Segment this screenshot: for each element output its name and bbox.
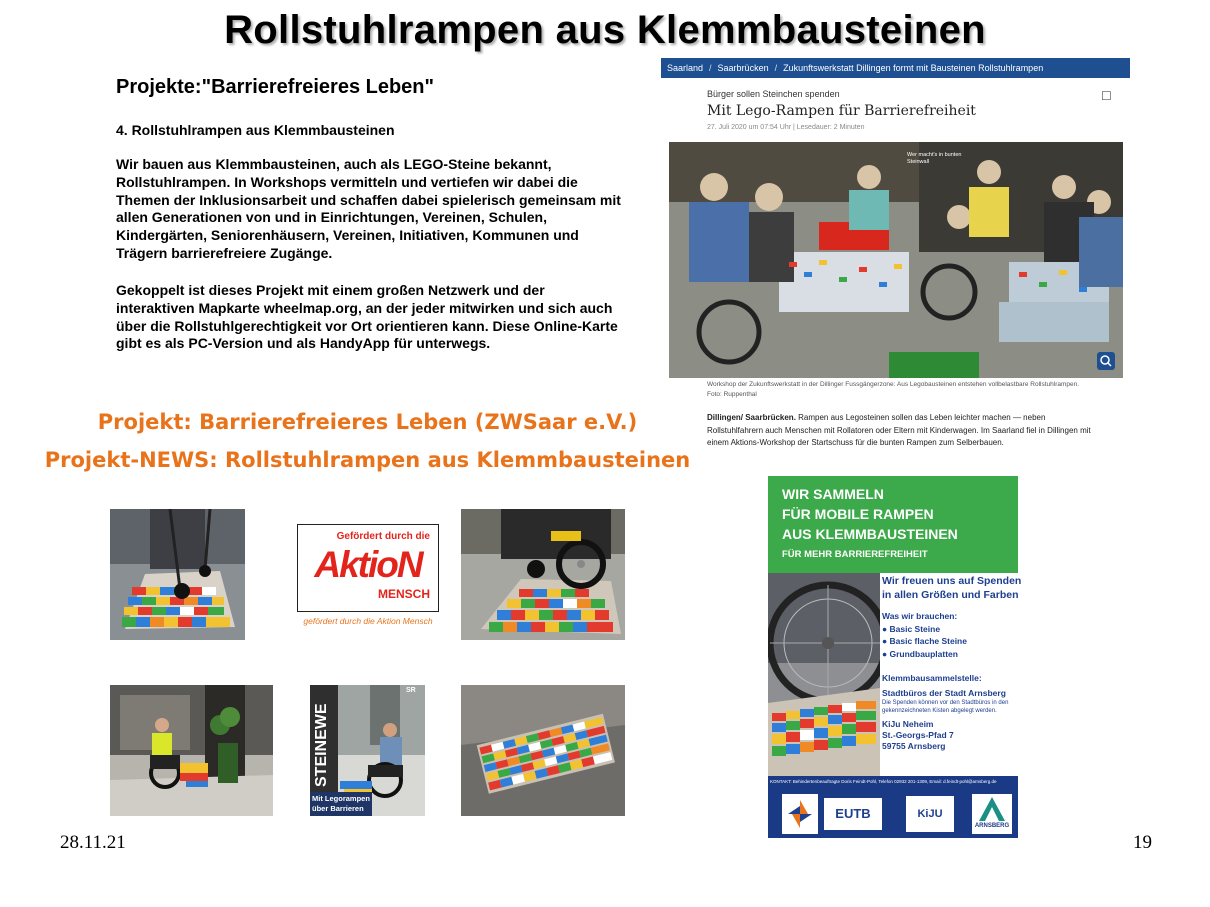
flyer-header (768, 476, 1018, 573)
photo-rollator-ramp (110, 509, 245, 640)
partner-logo-arnsberg (972, 794, 1012, 834)
aktion-caption: gefördert durch die Aktion Mensch (303, 616, 433, 626)
flyer-line-4: FÜR MEHR BARRIEREFREIHEIT (782, 549, 928, 560)
slide-title: Rollstuhlrampen aus Klemmbausteinen (224, 8, 986, 52)
flyer-line-3: AUS KLEMMBAUSTEINEN (782, 526, 958, 542)
footer-date: 28.11.21 (60, 832, 126, 853)
sign-text: STEINEWE (313, 703, 330, 787)
article-kicker: Bürger sollen Steinchen spenden (707, 89, 840, 99)
flyer-collect-place: Stadtbüros der Stadt Arnsberg (882, 687, 1006, 698)
photo-wheelchair-ramp (461, 509, 625, 640)
mensch-word: MENSCH (377, 587, 430, 601)
flyer-needs-title: Was wir brauchen: (882, 611, 958, 621)
breadcrumb-item[interactable]: Saarbrücken (717, 63, 769, 73)
project-news-link[interactable]: Projekt-NEWS: Rollstuhlrampen aus Klemmbausteinen (44, 448, 691, 472)
flyer-address (882, 719, 1022, 752)
aktion-mensch-logo (297, 524, 439, 612)
paragraph-1: Wir bauen aus Klemmbausteinen, auch als LEGO-Steine bekannt, Rollstuhlrampen. In Workshops vermitteln und vertiefen wir dabei die Themen der Inklusionsarbeit und schaffen dabei spielerisch gemeinsam mit allen Generationen von und in Einrichtungen, Vereinen, Schulen, Kindergärten, Seniorenhäusern, Vereinen, Initiativen, Kommunen und Trägern barrierefreiere Zugänge. (116, 156, 621, 261)
flyer-contact: KONTAKT: Behindertenbeauftragte Doris Feindt-Pohl, Telefon 02932 201-1309, Email: d.feindt-pohl@arnsberg.de (770, 779, 997, 784)
project-link[interactable]: Projekt: Barrierefreieres Leben (ZWSaar e.V.) (97, 410, 638, 434)
flyer-intro: Wir freuen uns auf Spenden in allen Größen und Farben (882, 575, 1022, 601)
flyer-info (882, 575, 1022, 752)
article-photo-workshop (669, 142, 1123, 378)
aktion-word: AktioN (314, 544, 422, 585)
flyer-photo-wheelchair (768, 573, 880, 776)
flyer-need-item: ● Basic Steine (882, 623, 941, 634)
overlay-line-2: über Barrieren (312, 804, 364, 813)
article-headline[interactable]: Mit Lego-Rampen für Barrierefreiheit (707, 103, 976, 119)
article-meta: 27. Juli 2020 um 07:54 Uhr | Lesedauer: 2 Minuten (707, 124, 865, 131)
flyer-line-2: FÜR MOBILE RAMPEN (782, 506, 934, 522)
arnsberg-label: ARNSBERG (974, 823, 1010, 829)
flyer-need-item: ● Grundbauplatten (882, 648, 958, 659)
flyer-need-item: ● Basic flache Steine (882, 636, 967, 646)
address-line: KiJu Neheim (882, 719, 934, 729)
partner-logo-kiju: KiJU (906, 796, 954, 832)
address-line: St.-Georgs-Pfad 7 (882, 730, 954, 740)
partner-logo-eutb: EUTB (824, 798, 882, 830)
flyer-collect-note: Die Spenden können vor den Stadtbüros in den gekennzeichneten Kisten abgelegt werden. (882, 700, 1009, 714)
flyer-line-1: WIR SAMMELN (782, 486, 884, 502)
article-photo-caption: Workshop der Zukunftswerkstatt in der Dillinger Fussgängerzone: Aus Legobausteinen entstehen vollbelastbare Rollstuhlrampen. Foto: Ruppenthal (707, 381, 1080, 398)
partner-logo-pinwheel (782, 794, 818, 834)
article-body-text: Rampen aus Legosteinen sollen das Leben leichter machen — neben Rollstuhlfahrern auch Menschen mit Rollatoren oder Eltern mit Kinderwagen. Im Saarland fiel in Dillingen mit einem Aktions-Workshop der Startschuss für die bunten Rampen zum Selberbauen. (707, 413, 1091, 447)
photo-steinewelt-sign (310, 685, 425, 816)
article-body (707, 412, 1097, 450)
bookmark-icon[interactable]: ☐ (1101, 89, 1112, 103)
sr-logo: SR (406, 687, 416, 694)
overlay-line-1: Mit Legorampen (312, 794, 370, 803)
flyer-collect-title: Klemmbausammelstelle: (882, 673, 982, 683)
breadcrumb-item[interactable]: Zukunftswerkstatt Dillingen formt mit Bausteinen Rollstuhlrampen (783, 63, 1044, 73)
address-line: 59755 Arnsberg (882, 741, 946, 751)
page-number: 19 (1133, 832, 1152, 853)
paragraph-2: Gekoppelt ist dieses Projekt mit einem großen Netzwerk und der interaktiven Mapkarte wheelmap.org, an der jeder mitwirken und sich auch über die Rollstuhlgerechtigkeit vor Ort orientieren kann. Diese Online-Karte gibt es als PC-Version und als HandyApp für unterwegs. (116, 282, 618, 352)
aktion-top-text: Gefördert durch die (336, 531, 430, 542)
section-heading: 4. Rollstuhlrampen aus Klemmbausteinen (116, 122, 395, 138)
breadcrumb-item[interactable]: Saarland (667, 63, 704, 73)
article-dateline: Dillingen/ Saarbrücken. (707, 413, 796, 422)
photo-wheelchair-doorway (110, 685, 273, 816)
article-breadcrumb: Saarland / Saarbrücken / Zukunftswerkstatt Dillingen formt mit Bausteinen Rollstuhlrampen (661, 58, 1130, 78)
photo-overlay-caption (310, 792, 372, 816)
photo-ramp-on-pavement (461, 685, 625, 816)
slide-subtitle: Projekte:"Barrierefreieres Leben" (116, 76, 434, 98)
article-photo-overlay-text: Wer macht's in bunten Steinwall (907, 152, 962, 165)
